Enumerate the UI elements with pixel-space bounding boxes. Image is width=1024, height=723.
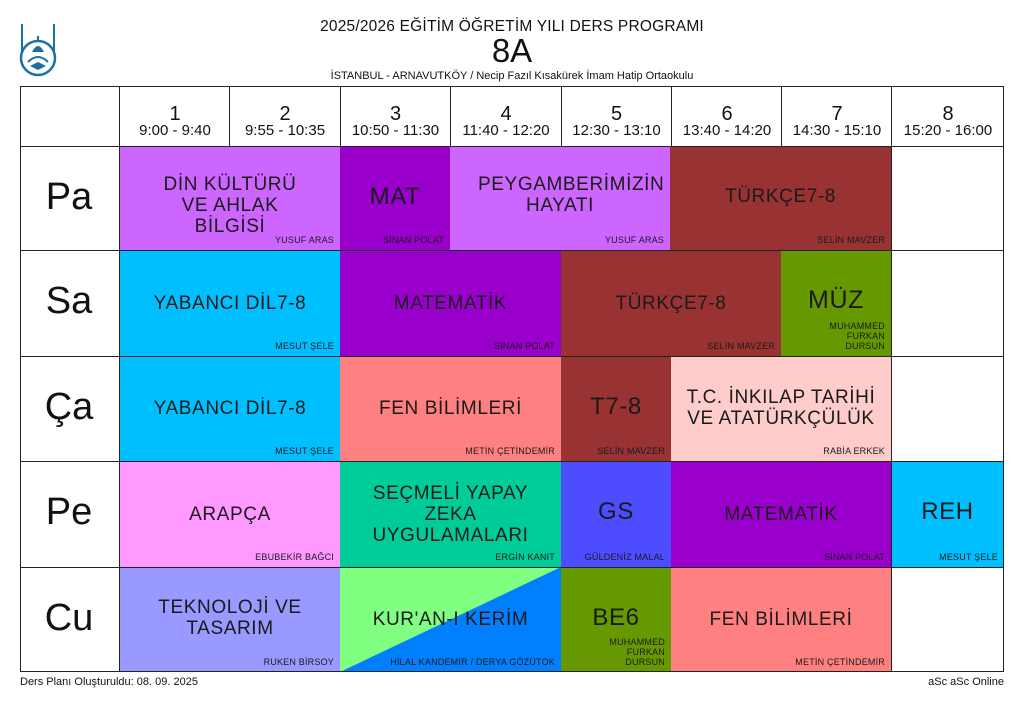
lesson-subject: MAT [369, 183, 421, 210]
lesson-cell [340, 461, 561, 567]
period-header [892, 86, 1004, 144]
lesson-cell [561, 567, 671, 672]
page-title: 2025/2026 EĞİTİM ÖĞRETİM YILI DERS PROGRAMI [320, 18, 704, 35]
period-number: 7 [831, 103, 843, 125]
lesson-subject: TEKNOLOJİ VE TASARIM [158, 597, 302, 639]
period-time: 9:00 - 9:40 [139, 122, 211, 139]
lesson-subject: KUR'AN-I KERİM [372, 609, 529, 630]
lesson-cell [561, 356, 671, 461]
lesson-cell [561, 250, 781, 356]
lesson-teacher: RABİA ERKEK [823, 446, 885, 456]
lesson-cell [561, 461, 671, 567]
period-number: 2 [279, 103, 291, 125]
lesson-teacher: MUHAMMED FURKAN DURSUN [829, 321, 885, 351]
lesson-subject: FEN BİLİMLERİ [379, 398, 522, 419]
lesson-subject: DİN KÜLTÜRÜ VE AHLAK BİLGİSİ [163, 174, 297, 237]
lesson-subject: MÜZ [808, 286, 864, 314]
period-header [672, 86, 782, 144]
period-time: 9:55 - 10:35 [244, 122, 326, 139]
lesson-teacher: SİNAN POLAT [493, 341, 555, 351]
period-time: 10:50 - 11:30 [351, 122, 440, 139]
lesson-subject: ARAPÇA [189, 504, 271, 525]
day-label: Pa [45, 176, 93, 218]
lesson-teacher: MESUT ŞELE [939, 552, 998, 562]
grid-line [119, 86, 120, 672]
lesson-subject: GS [598, 498, 634, 525]
lesson-teacher: SELİN MAVZER [817, 235, 885, 245]
lesson-subject: TÜRKÇE7-8 [725, 186, 836, 207]
lesson-cell [781, 250, 891, 356]
period-time: 14:30 - 15:10 [792, 122, 882, 139]
lesson-teacher: RUKEN BİRSOY [263, 657, 334, 667]
lesson-teacher: SELİN MAVZER [597, 446, 665, 456]
period-number: 8 [942, 103, 954, 125]
lesson-teacher: GÜLDENİZ MALAL [584, 552, 665, 562]
day-label: Sa [45, 280, 93, 322]
lesson-cell [340, 567, 561, 672]
lesson-subject: MATEMATİK [393, 293, 508, 314]
lesson-subject: TÜRKÇE7-8 [615, 293, 727, 314]
grid-line [20, 461, 1004, 462]
lesson-subject: BE6 [592, 604, 640, 631]
lesson-cell [671, 461, 891, 567]
lesson-cell [120, 250, 340, 356]
lesson-cell [120, 461, 340, 567]
lesson-teacher: YUSUF ARAS [604, 235, 664, 245]
lesson-teacher: SİNAN POLAT [823, 552, 885, 562]
grid-line [1003, 86, 1004, 672]
lesson-cell [120, 356, 340, 461]
lesson-subject: REH [921, 498, 974, 525]
lesson-subject: YABANCI DİL7-8 [153, 293, 307, 314]
timetable-grid [20, 86, 1004, 672]
period-header [340, 86, 451, 144]
period-time: 11:40 - 12:20 [462, 122, 550, 139]
lesson-teacher: METİN ÇETİNDEMİR [465, 446, 555, 456]
brand-label: aSc aSc Online [928, 676, 1004, 688]
period-time: 13:40 - 14:20 [682, 122, 772, 139]
day-label: Pe [45, 491, 93, 533]
lesson-teacher: SİNAN POLAT [382, 235, 444, 245]
lesson-subject: YABANCI DİL7-8 [153, 398, 307, 419]
lesson-teacher: HİLAL KANDEMİR / DERYA GÖZÜTOK [390, 657, 555, 667]
lesson-teacher: YUSUF ARAS [274, 235, 334, 245]
lesson-cell [340, 250, 561, 356]
lesson-cell [671, 356, 891, 461]
grid-line [20, 671, 1004, 672]
grid-line [891, 86, 892, 672]
period-header [451, 86, 561, 144]
lesson-subject: FEN BİLİMLERİ [709, 609, 853, 630]
lesson-teacher: SELİN MAVZER [707, 341, 775, 351]
lesson-subject: PEYGAMBERİMİZİN HAYATI [478, 174, 665, 216]
period-time: 15:20 - 16:00 [903, 122, 993, 139]
period-header [782, 86, 892, 144]
lesson-cell [891, 461, 1004, 567]
period-header [230, 86, 340, 144]
lesson-cell [120, 146, 340, 250]
lesson-subject: T7-8 [590, 393, 642, 420]
period-number: 5 [610, 103, 623, 125]
day-label: Cu [44, 597, 94, 639]
school-name: İSTANBUL - ARNAVUTKÖY / Necip Fazıl Kısakürek İmam Hatip Ortaokulu [330, 70, 694, 82]
lesson-subject: MATEMATİK [724, 504, 838, 525]
lesson-teacher: EBUBEKİR BAĞCI [255, 552, 334, 562]
period-header [120, 86, 230, 144]
period-number: 4 [500, 103, 512, 125]
grid-line [20, 86, 21, 672]
grid-line [20, 146, 1004, 147]
grid-line [20, 250, 1004, 251]
lesson-teacher: MESUT ŞELE [275, 446, 334, 456]
class-name: 8A [491, 32, 533, 69]
period-header [561, 86, 672, 144]
period-time: 12:30 - 13:10 [572, 122, 661, 139]
grid-line [20, 356, 1004, 357]
period-number: 1 [169, 103, 181, 125]
lesson-cell [670, 146, 891, 250]
lesson-cell [340, 146, 450, 250]
lesson-teacher: ERGİN KANIT [495, 552, 555, 562]
created-date: Ders Planı Oluşturuldu: 08. 09. 2025 [20, 676, 198, 688]
period-number: 3 [389, 103, 402, 125]
lesson-subject: SEÇMELİ YAPAY ZEKA UYGULAMALARI [372, 483, 529, 546]
lesson-cell [671, 567, 891, 672]
lesson-subject: T.C. İNKILAP TARİHİ VE ATATÜRKÇÜLÜK [686, 387, 876, 429]
lesson-cell [120, 567, 340, 672]
lesson-teacher: MUHAMMED FURKAN DURSUN [609, 637, 665, 667]
lesson-cell [340, 356, 561, 461]
period-number: 6 [721, 103, 733, 125]
lesson-teacher: METİN ÇETİNDEMİR [795, 657, 885, 667]
day-label: Ça [44, 386, 94, 428]
grid-line [20, 567, 1004, 568]
lesson-teacher: MESUT ŞELE [275, 341, 334, 351]
lesson-cell [450, 146, 670, 250]
